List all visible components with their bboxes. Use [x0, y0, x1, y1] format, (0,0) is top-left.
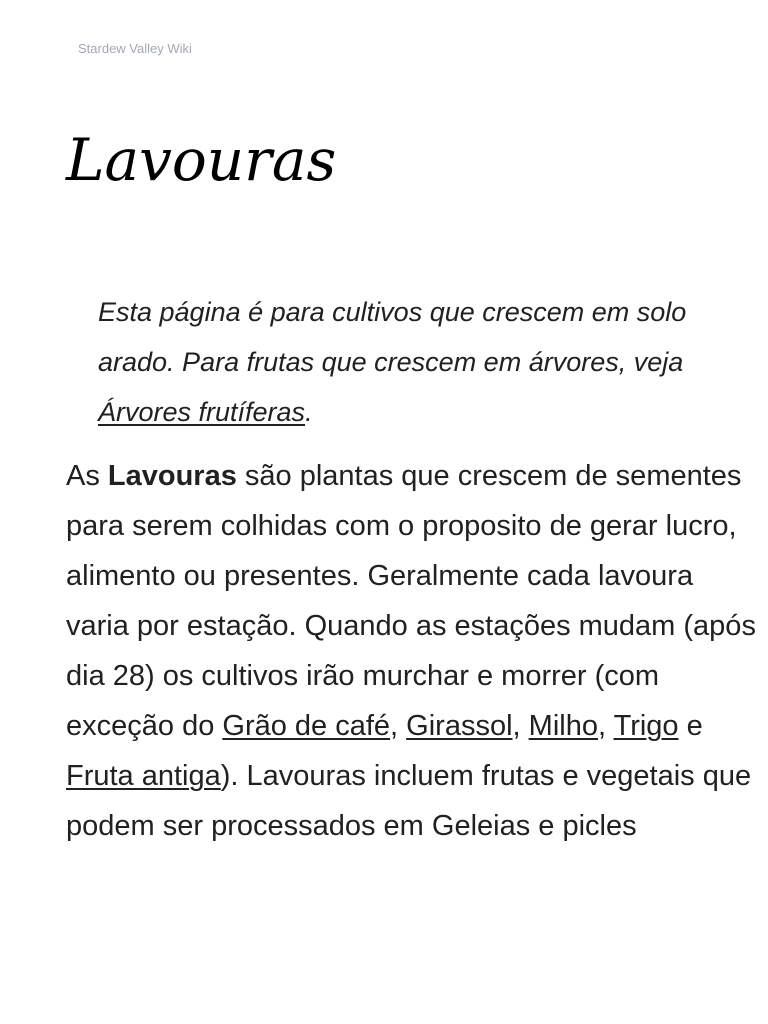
intro-text: ,: [597, 710, 614, 742]
hatnote-text: Esta página é para cultivos que crescem em solo arado. Para frutas que crescem em árvores, veja: [98, 297, 687, 377]
site-name[interactable]: Stardew Valley Wiki: [78, 41, 192, 56]
intro-paragraph: [66, 451, 756, 851]
link-fruta-antiga[interactable]: Fruta antiga: [66, 760, 221, 792]
link-grao-de-cafe[interactable]: Grão de café: [222, 710, 391, 742]
hatnote: [98, 287, 698, 437]
intro-text: ,: [512, 710, 529, 742]
link-trigo[interactable]: Trigo: [613, 710, 679, 742]
intro-text: são plantas que crescem de sementes para serem colhidas com o proposito de gerar lucro, alimento ou presentes. Geralmente cada lavoura varia por estação. Quando as estações mudam (após dia 28) os cultivos irão murchar e morrer (com exceção do: [66, 460, 756, 742]
link-arvores-frutiferas[interactable]: Árvores frutíferas: [98, 397, 306, 427]
intro-text: ,: [390, 710, 407, 742]
hatnote-text-end: .: [305, 397, 313, 427]
page-title: Lavouras: [66, 126, 337, 194]
intro-bold-term: Lavouras: [107, 460, 237, 492]
intro-text: As: [66, 460, 108, 492]
link-girassol[interactable]: Girassol: [406, 710, 513, 742]
link-milho[interactable]: Milho: [528, 710, 598, 742]
intro-text: ). Lavouras incluem frutas e vegetais que podem ser processados em Geleias e picles: [66, 760, 752, 842]
intro-text: e: [678, 710, 703, 742]
